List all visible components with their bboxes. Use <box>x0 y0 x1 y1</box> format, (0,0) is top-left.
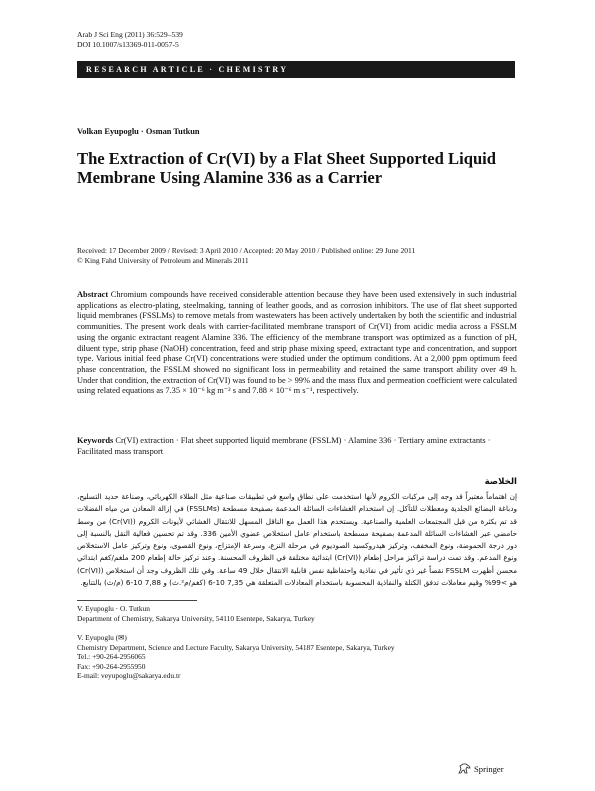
journal-info <box>77 30 183 50</box>
affiliation-2 <box>77 633 517 681</box>
journal-citation: Arab J Sci Eng (2011) 36:529–539 <box>77 30 183 39</box>
keywords-label: Keywords <box>77 436 114 445</box>
arabic-abstract-text: إن اهتماماً معتبراً قد وجه إلى مركبات الكروم لأنها استخدمت على نطاق واسع في تطبيقات صناعية مثل الطلاء الكهربائي، وصناعة حديد التسليح، ودباغة البضائع الجلدية ومعطلات للتآكل. إن استخدام الغشاءات السائلة المدعمة بصفيحة مسطحة (FSSLMs) في إزالة المعادن من مياه الفضلات قد تم بكثرة من قبل المجتمعات العلمية والصناعية. ويستخدم هذا العمل مع الناقل المسهل للانتقال الغشائي لأيونات الكروم (Cr(VI)) من وسط حامضي عبر الغشاءات السائلة المدعمة بصفيحة مسطحة باستخدام عامل استخلاص عضوي الأمين 336. وقد تم تحسين فعالية النقل بالنسبة إلى دور درجة الحموضة، ونوع المخفف، وتركيز هيدروكسيد الصوديوم في مرحلة النزع، وسرعة الإمتزاج، ونوع القصوى، ونوع وتركيز عامل الاستخلاص ونوع المدعم. وقد تمت دراسة تراكيز مراحل إطعام (Cr(VI)) ابتدائية مختلفة في الظروف المحسنة. وعند تركيز حالة إطعام 200 ملغم/كغم ابتدائي محسن أظهرت FSSLM نقصاً غير ذي تأثير في نفاذية واحتفاظية نفس قابلية الانتقال خلال 49 ساعة. وفي تلك الظروف وجد أن استخلاص (Cr(VI)) هو >99% وقيم معاملات تدفق الكتلة والنفاذية المحسوبة باستخدام المعادلات المتعلقة هي 7,35 10-6 (كغم/م².ث) و 7,88 10-6 (م/ث) بالتتابع. <box>77 492 517 588</box>
section-banner: RESEARCH ARTICLE · CHEMISTRY <box>77 61 515 78</box>
keywords <box>77 436 517 457</box>
publication-history <box>77 246 517 266</box>
abstract-text: Chromium compounds have received considerable attention because they have been used extensively in such industrial applications as electro-plating, steelmaking, tanning of leather goods, and as corrosion inhibitors. The use of flat sheet supported liquid membranes (FSSLMs) to remove metals from wastewaters has been actively undertaken by both the scientific and industrial communities. The present work deals with carrier-facilitated membrane transport of Cr(VI) from acidic media across a FSSLM using the organic extractant reagent Alamine 336. The efficiency of the membrane transport was optimized as a function of pH, diluent type, strip phase (NaOH) concentration, feed and strip phase mixing speed, extractant type and concentration, and support type. Various initial feed phase Cr(VI) concentrations were studied under the optimum conditions. At a 2,000 ppm optimum feed phase concentration, the FSSLM showed no significant loss in permeability and retained the same transport ability over 49 h. Under that condition, the extraction of Cr(VI) was found to be > 99% and the mass flux and permeation coefficient were calculated using related equations as 7.35 × 10⁻⁶ kg m⁻² s and 7.88 × 10⁻⁶ m s⁻¹, respectively. <box>77 290 517 396</box>
footnote-divider <box>77 600 197 601</box>
email-link[interactable]: E-mail: veyupoglu@sakarya.edu.tr <box>77 671 181 681</box>
corresponding-author: V. Eyupoglu (✉) <box>77 633 127 642</box>
fax: Fax: +90-264-2955950 <box>77 661 146 671</box>
article-title: The Extraction of Cr(VI) by a Flat Sheet Supported Liquid Membrane Using Alamine 336 as a Carrier <box>77 149 497 187</box>
affiliation-1-names: V. Eyupoglu · O. Tutkun <box>77 604 150 613</box>
publisher-name: Springer <box>474 763 504 774</box>
abstract <box>77 290 517 397</box>
abstract-label: Abstract <box>77 290 109 299</box>
doi: DOI 10.1007/s13369-011-0057-5 <box>77 40 179 49</box>
author-list: Volkan Eyupoglu · Osman Tutkun <box>77 127 200 136</box>
affiliation-1 <box>77 604 517 623</box>
affiliation-2-department: Chemistry Department, Science and Lecture Faculty, Sakarya University, 54187 Esentepe, Sakarya, Turkey <box>77 642 395 652</box>
keywords-text: Cr(VI) extraction · Flat sheet supported liquid membrane (FSSLM) · Alamine 336 · Tertiary amine extractants · Facilitated mass transport <box>77 436 491 456</box>
arabic-abstract-heading: الخلاصة <box>484 477 517 487</box>
publisher-logo <box>458 763 504 774</box>
telephone: Tel.: +90-264-2956065 <box>77 652 146 662</box>
copyright-line: © King Fahd University of Petroleum and Minerals 2011 <box>77 256 249 265</box>
dates-line: Received: 17 December 2009 / Revised: 3 April 2010 / Accepted: 20 May 2010 / Published online: 29 June 2011 <box>77 246 416 255</box>
affiliation-1-department: Department of Chemistry, Sakarya University, 54110 Esentepe, Sakarya, Turkey <box>77 613 315 623</box>
springer-horse-icon <box>458 763 471 774</box>
